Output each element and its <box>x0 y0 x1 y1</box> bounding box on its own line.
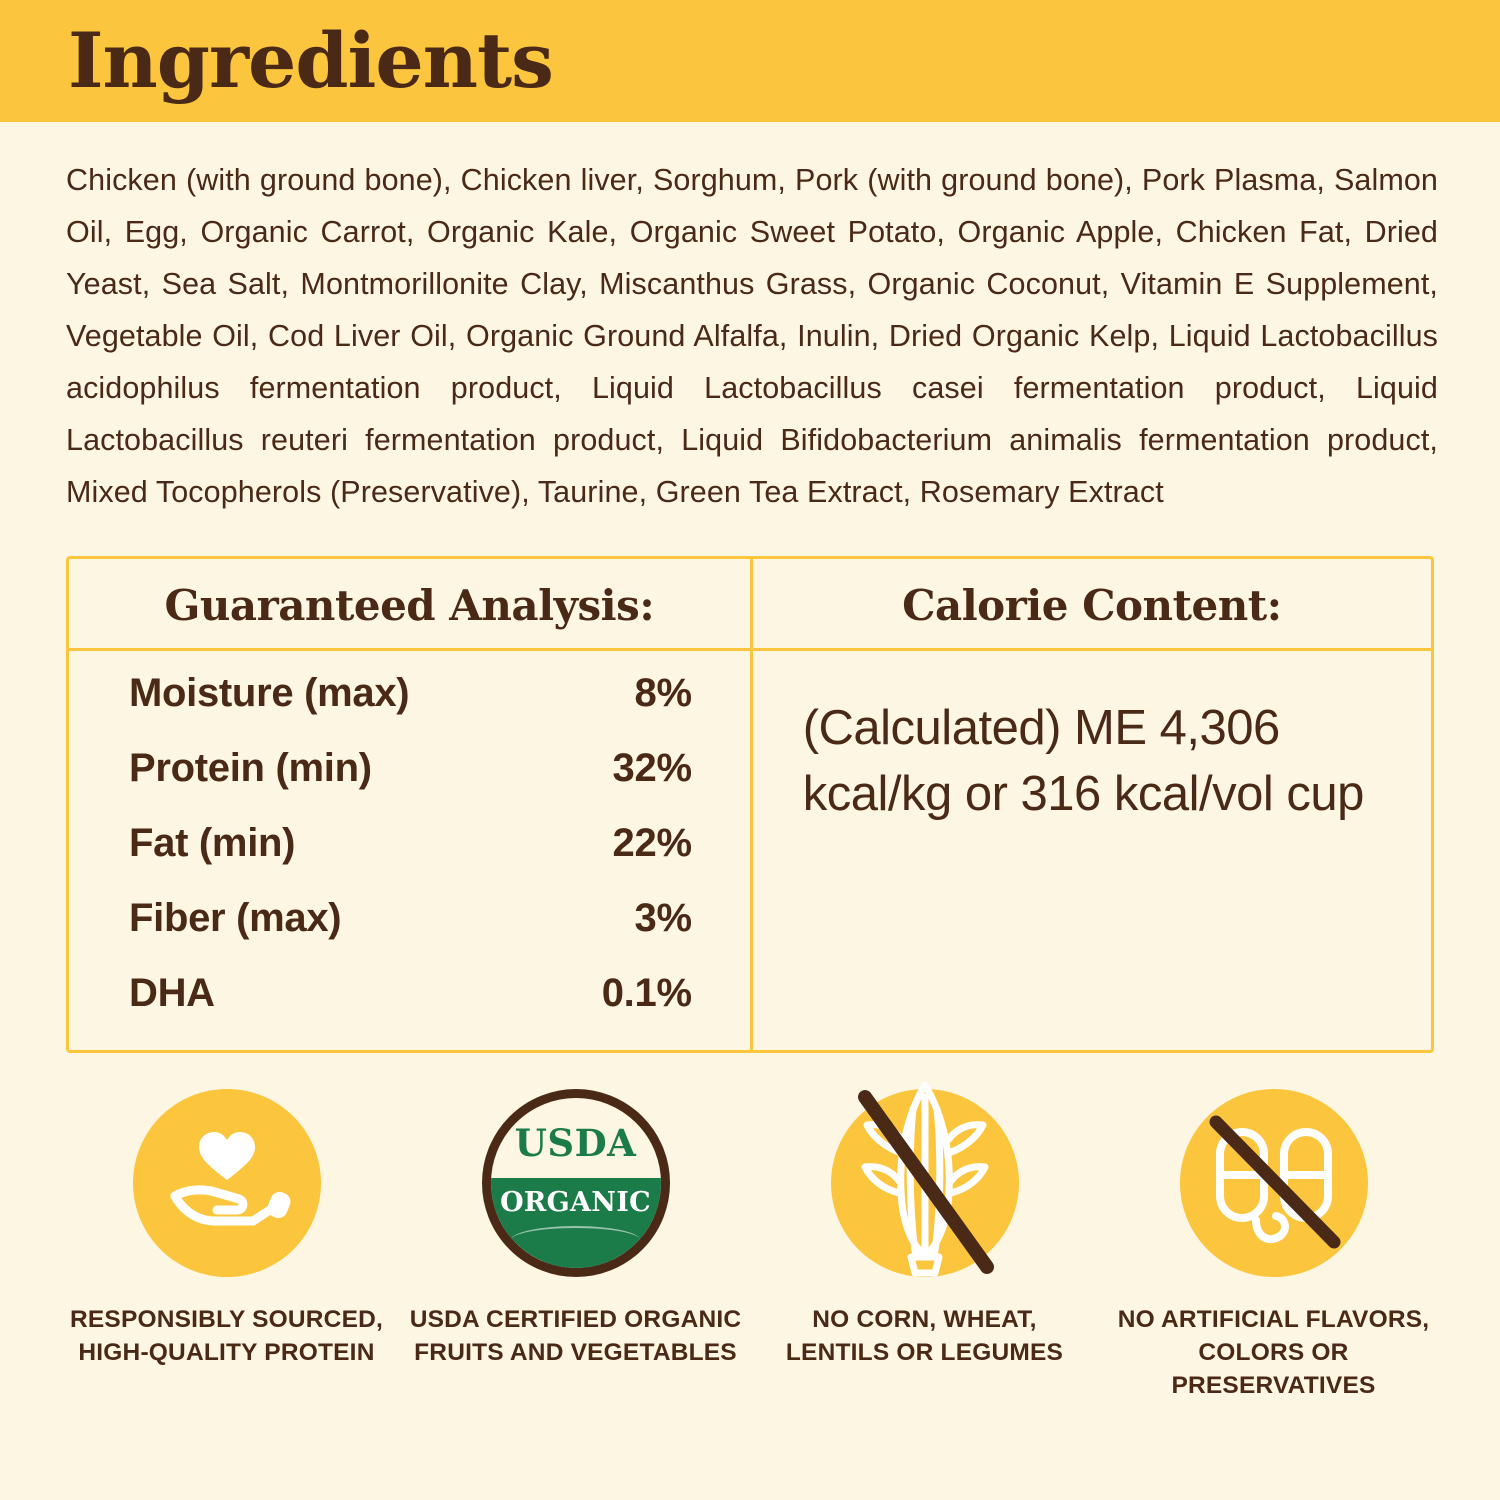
badge-icon-circle <box>133 1089 321 1277</box>
badge-caption-line1: RESPONSIBLY SOURCED, <box>69 1306 384 1333</box>
badge-responsibly-sourced <box>52 1089 401 1402</box>
badge-caption <box>786 1303 1063 1369</box>
page-title: Ingredients <box>68 16 553 105</box>
calorie-content-heading: Calorie Content: <box>753 559 1431 651</box>
usda-seal-bottom-text: ORGANIC <box>491 1178 661 1268</box>
ingredients-text: Chicken (with ground bone), Chicken liver, Sorghum, Pork (with ground bone), Pork Plasma, Salmon Oil, Egg, Organic Carrot, Organic Kale, Organic Sweet Potato, Organic Apple, Chicken Fat, Dried Yeast, Sea Salt, Montmorillonite Clay, Miscanthus Grass, Organic Coconut, Vitamin E Supplement, Vegetable Oil, Cod Liver Oil, Organic Ground Alfalfa, Inulin, Dried Organic Kelp, Liquid Lactobacillus acidophilus fermentation product, Liquid Lactobacillus casei fermentation product, Liquid Lactobacillus reuteri fermentation product, Liquid Bifidobacterium animalis fermentation product, Mixed Tocopherols (Preservative), Taurine, Green Tea Extract, Rosemary Extract <box>66 163 1438 509</box>
usda-organic-seal-icon <box>482 1089 670 1277</box>
nutrient-label: Protein (min) <box>129 746 372 790</box>
guaranteed-analysis-section <box>69 559 753 1050</box>
no-corn-icon <box>825 1067 1025 1297</box>
table-row <box>129 748 692 788</box>
badge-no-artificial <box>1099 1089 1448 1402</box>
nutrient-label: Fat (min) <box>129 821 296 865</box>
nutrient-label: DHA <box>129 971 215 1015</box>
no-capsules-icon <box>1194 1108 1354 1258</box>
header-bar <box>0 0 1500 122</box>
badge-caption-line2: LENTILS OR LEGUMES <box>785 1339 1064 1366</box>
guaranteed-analysis-heading: Guaranteed Analysis: <box>69 559 750 651</box>
nutrient-value: 8% <box>634 671 692 715</box>
badge-icon-circle <box>831 1089 1019 1277</box>
badge-no-corn <box>750 1089 1099 1402</box>
table-row <box>129 973 692 1013</box>
table-row <box>129 823 692 863</box>
badge-caption-line1: USDA CERTIFIED ORGANIC <box>409 1306 742 1333</box>
badge-icon-circle <box>1180 1089 1368 1277</box>
usda-seal-top-text: USDA <box>514 1120 637 1165</box>
badge-caption <box>1099 1303 1448 1402</box>
badge-row <box>52 1089 1448 1402</box>
badge-caption <box>410 1303 742 1369</box>
calorie-content-text: (Calculated) ME 4,306 kcal/kg or 316 kcal/vol cup <box>802 701 1364 821</box>
badge-caption <box>70 1303 383 1369</box>
badge-icon-circle <box>482 1089 670 1277</box>
nutrient-value: 22% <box>612 821 692 865</box>
heart-in-hand-icon <box>157 1118 297 1248</box>
nutrient-value: 0.1% <box>601 971 692 1015</box>
table-row <box>129 673 692 713</box>
badge-usda-organic <box>401 1089 750 1402</box>
badge-caption-line2: COLORS OR PRESERVATIVES <box>1171 1339 1376 1399</box>
nutrient-value: 3% <box>634 896 692 940</box>
calorie-content-section <box>753 559 1431 1050</box>
nutrient-value: 32% <box>612 746 692 790</box>
analysis-panel <box>66 556 1434 1053</box>
badge-caption-line2: HIGH-QUALITY PROTEIN <box>78 1339 375 1366</box>
table-row <box>129 898 692 938</box>
guaranteed-analysis-list <box>69 651 750 1013</box>
badge-caption-line2: FRUITS AND VEGETABLES <box>414 1339 737 1366</box>
badge-caption-line1: NO ARTIFICIAL FLAVORS, <box>1117 1306 1430 1333</box>
nutrient-label: Moisture (max) <box>129 671 410 715</box>
badge-caption-line1: NO CORN, WHEAT, <box>812 1306 1037 1333</box>
nutrient-label: Fiber (max) <box>129 896 342 940</box>
